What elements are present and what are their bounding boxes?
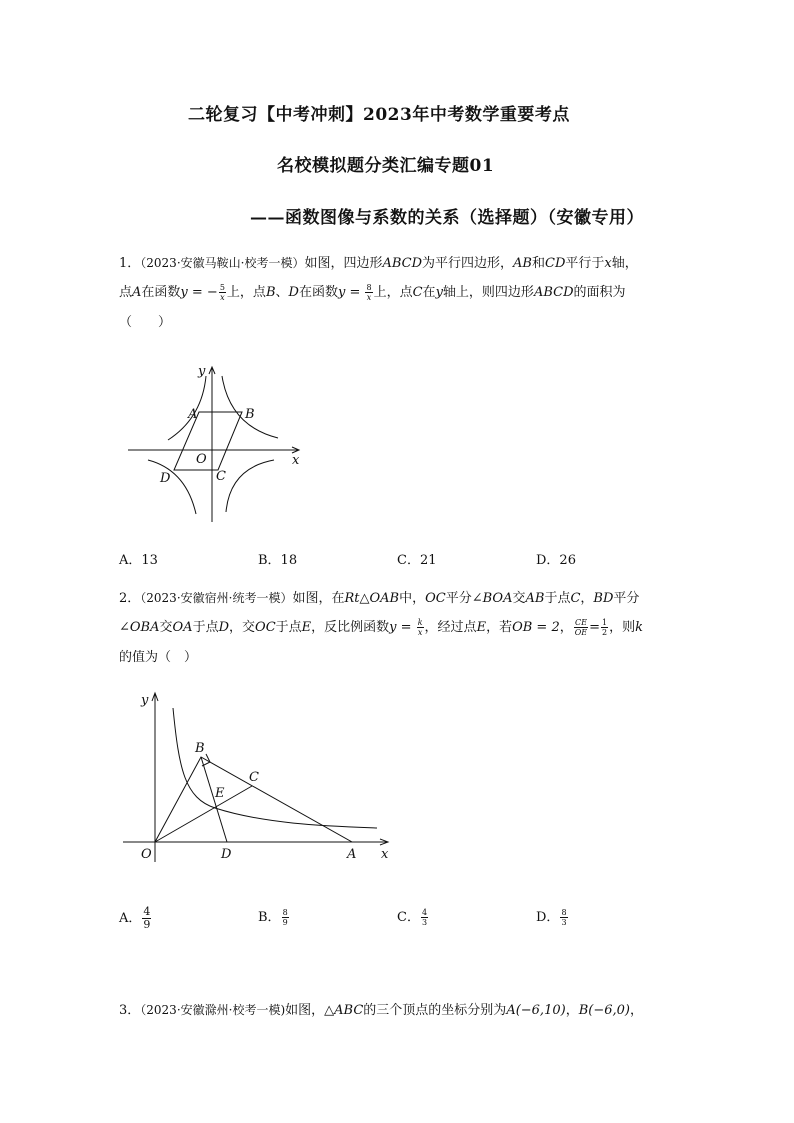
math-var: D <box>288 285 299 300</box>
math-var: BD <box>593 591 614 606</box>
triangle-symbol: △ <box>359 591 370 606</box>
question-2-line-3 <box>119 644 679 672</box>
math-point: B(−6,0) <box>578 1003 630 1018</box>
label-d: D <box>160 471 171 486</box>
question-number: 3． <box>119 1003 141 1018</box>
question-source: （2023·安徽马鞍山·校考一模） <box>140 256 305 270</box>
label-d: D <box>221 847 232 862</box>
math-var: AB <box>513 256 532 271</box>
text: 交 <box>159 620 173 635</box>
math-expr: OB = 2 <box>512 620 560 635</box>
numerator: 4 <box>421 908 428 917</box>
text: ， <box>629 1003 643 1018</box>
math-var: E <box>476 620 487 635</box>
text: 平分 <box>613 591 640 606</box>
hyperbola <box>173 708 377 828</box>
fraction <box>417 618 424 637</box>
curve-q4 <box>226 460 274 512</box>
label-a: A <box>347 847 357 862</box>
text: 在 <box>422 285 436 300</box>
math-var: CD <box>545 256 566 271</box>
option-a[interactable] <box>119 906 152 931</box>
label-b: B <box>195 741 205 756</box>
option-d[interactable] <box>536 906 569 927</box>
math-var: E <box>301 620 312 635</box>
text: 如图， <box>285 1003 325 1018</box>
question-3-line-1 <box>119 996 679 1025</box>
text: ，则 <box>609 620 636 635</box>
text: 中， <box>399 591 426 606</box>
math-var: C <box>570 591 581 606</box>
question-1-line-3 <box>119 309 679 337</box>
numerator: k <box>417 618 423 627</box>
numerator: 5 <box>219 283 225 292</box>
question-2-figure <box>115 690 400 865</box>
question-source: （2023·安徽滁州·校考一模) <box>140 1003 286 1017</box>
denominator: x <box>417 628 423 637</box>
text: 于点 <box>275 620 302 635</box>
denominator: x <box>366 293 372 302</box>
numerator: 8 <box>282 908 288 917</box>
math-var: OA <box>172 620 193 635</box>
denominator: 9 <box>143 918 151 931</box>
numerator: 1 <box>602 618 608 627</box>
label-o: O <box>141 847 152 862</box>
denominator: 3 <box>421 918 428 927</box>
option-a[interactable]: A．13 <box>119 553 158 568</box>
fraction <box>574 618 588 637</box>
math-point: A(−6,10) <box>506 1003 566 1018</box>
label-e: E <box>215 786 225 801</box>
text: 上，点 <box>226 285 266 300</box>
label-o: O <box>196 452 207 467</box>
text: 在函数 <box>141 285 181 300</box>
math-var: ∠BOA <box>471 591 513 606</box>
denominator: 3 <box>561 918 567 927</box>
text: 的值为（ ） <box>119 650 198 665</box>
text: 的三个顶点的坐标分别为 <box>363 1003 507 1018</box>
title-line-3: ——函数图像与系数的关系（选择题）（安徽专用） <box>250 208 644 228</box>
label-a: A <box>188 407 198 422</box>
text: 平行于 <box>565 256 605 271</box>
math-var: OC <box>255 620 276 635</box>
math-var: Rt <box>344 591 360 606</box>
option-c[interactable]: C．21 <box>397 553 437 568</box>
math-var: AB <box>525 591 545 606</box>
question-number: 1． <box>119 256 141 271</box>
question-1-line-2 <box>119 279 679 307</box>
math-var: B <box>265 285 276 300</box>
text: 平分 <box>445 591 472 606</box>
math-var: C <box>412 285 423 300</box>
text: 为平行四边形， <box>422 256 514 271</box>
numerator: 8 <box>366 283 372 292</box>
text: ，若 <box>486 620 513 635</box>
text: 如图，在 <box>292 591 345 606</box>
question-source: （2023·安徽宿州·统考一模） <box>140 591 293 605</box>
text: ，交 <box>229 620 256 635</box>
label-x: x <box>381 847 389 862</box>
text: 、 <box>275 285 289 300</box>
option-b[interactable]: B．18 <box>258 553 298 568</box>
option-b[interactable] <box>258 906 290 927</box>
question-1-figure <box>122 360 312 530</box>
answer-blank: （ ） <box>119 315 172 330</box>
option-label: B． <box>258 910 281 925</box>
numerator: CE <box>574 618 587 627</box>
curve-q2 <box>168 376 206 440</box>
label-y: y <box>198 364 206 379</box>
question-1-line-1 <box>119 249 679 278</box>
math-var: D <box>218 620 230 635</box>
fraction <box>282 908 289 927</box>
text: ，经过点 <box>424 620 477 635</box>
denominator: 2 <box>602 628 608 637</box>
parallelogram-abcd <box>174 412 242 470</box>
fraction <box>560 908 567 927</box>
text: 上，点 <box>373 285 413 300</box>
math-var: y <box>435 285 443 300</box>
text: ， <box>559 620 573 635</box>
option-label: C． <box>397 910 420 925</box>
question-number: 2． <box>119 591 141 606</box>
text: 如图，四边形 <box>304 256 383 271</box>
text: ， <box>565 1003 579 1018</box>
fraction <box>421 908 428 927</box>
denominator: 9 <box>282 918 288 927</box>
denominator: OE <box>574 628 588 637</box>
math-var: ∠OBA <box>119 620 160 635</box>
text: ， <box>580 591 594 606</box>
text: 轴上，则四边形 <box>442 285 534 300</box>
fraction <box>365 283 372 302</box>
text: 点 <box>119 285 133 300</box>
math-var: x <box>604 256 612 271</box>
triangle-symbol: △ <box>324 1003 335 1018</box>
title-line-1: 二轮复习【中考冲刺】2023年中考数学重要考点 <box>188 105 570 125</box>
text: ，反比例函数 <box>311 620 390 635</box>
text: 和 <box>532 256 546 271</box>
math-var: ABCD <box>382 256 423 271</box>
math-var: A <box>132 285 142 300</box>
label-c: C <box>249 770 259 785</box>
question-2-line-1 <box>119 584 679 613</box>
label-b: B <box>245 407 255 422</box>
label-c: C <box>216 469 226 484</box>
title-line-2: 名校模拟题分类汇编专题01 <box>277 156 495 176</box>
numerator: 4 <box>143 905 151 918</box>
equals: = <box>589 620 601 635</box>
text: 交 <box>512 591 526 606</box>
numerator: 8 <box>561 908 567 917</box>
text: 于点 <box>192 620 219 635</box>
label-x: x <box>292 453 300 468</box>
math-var: ABC <box>334 1003 364 1018</box>
math-func: y = <box>337 285 365 300</box>
option-c[interactable] <box>397 906 429 927</box>
text: 的面积为 <box>573 285 626 300</box>
curve-q3 <box>148 460 196 514</box>
fraction <box>219 283 226 302</box>
math-var: OC <box>425 591 446 606</box>
text: 轴， <box>611 256 638 271</box>
text: 在函数 <box>298 285 338 300</box>
question-2-line-2 <box>119 614 679 642</box>
option-label: D． <box>536 910 560 925</box>
math-var: OAB <box>369 591 400 606</box>
fraction <box>601 618 608 637</box>
math-var: ABCD <box>533 285 574 300</box>
fraction <box>142 906 151 931</box>
math-var: k <box>635 620 644 635</box>
option-d[interactable]: D．26 <box>536 553 576 568</box>
option-label: A． <box>119 911 142 926</box>
text: 于点 <box>544 591 571 606</box>
label-y: y <box>141 693 149 708</box>
math-func: y = − <box>180 285 218 300</box>
math-func: y = <box>389 620 416 635</box>
denominator: x <box>220 293 225 302</box>
